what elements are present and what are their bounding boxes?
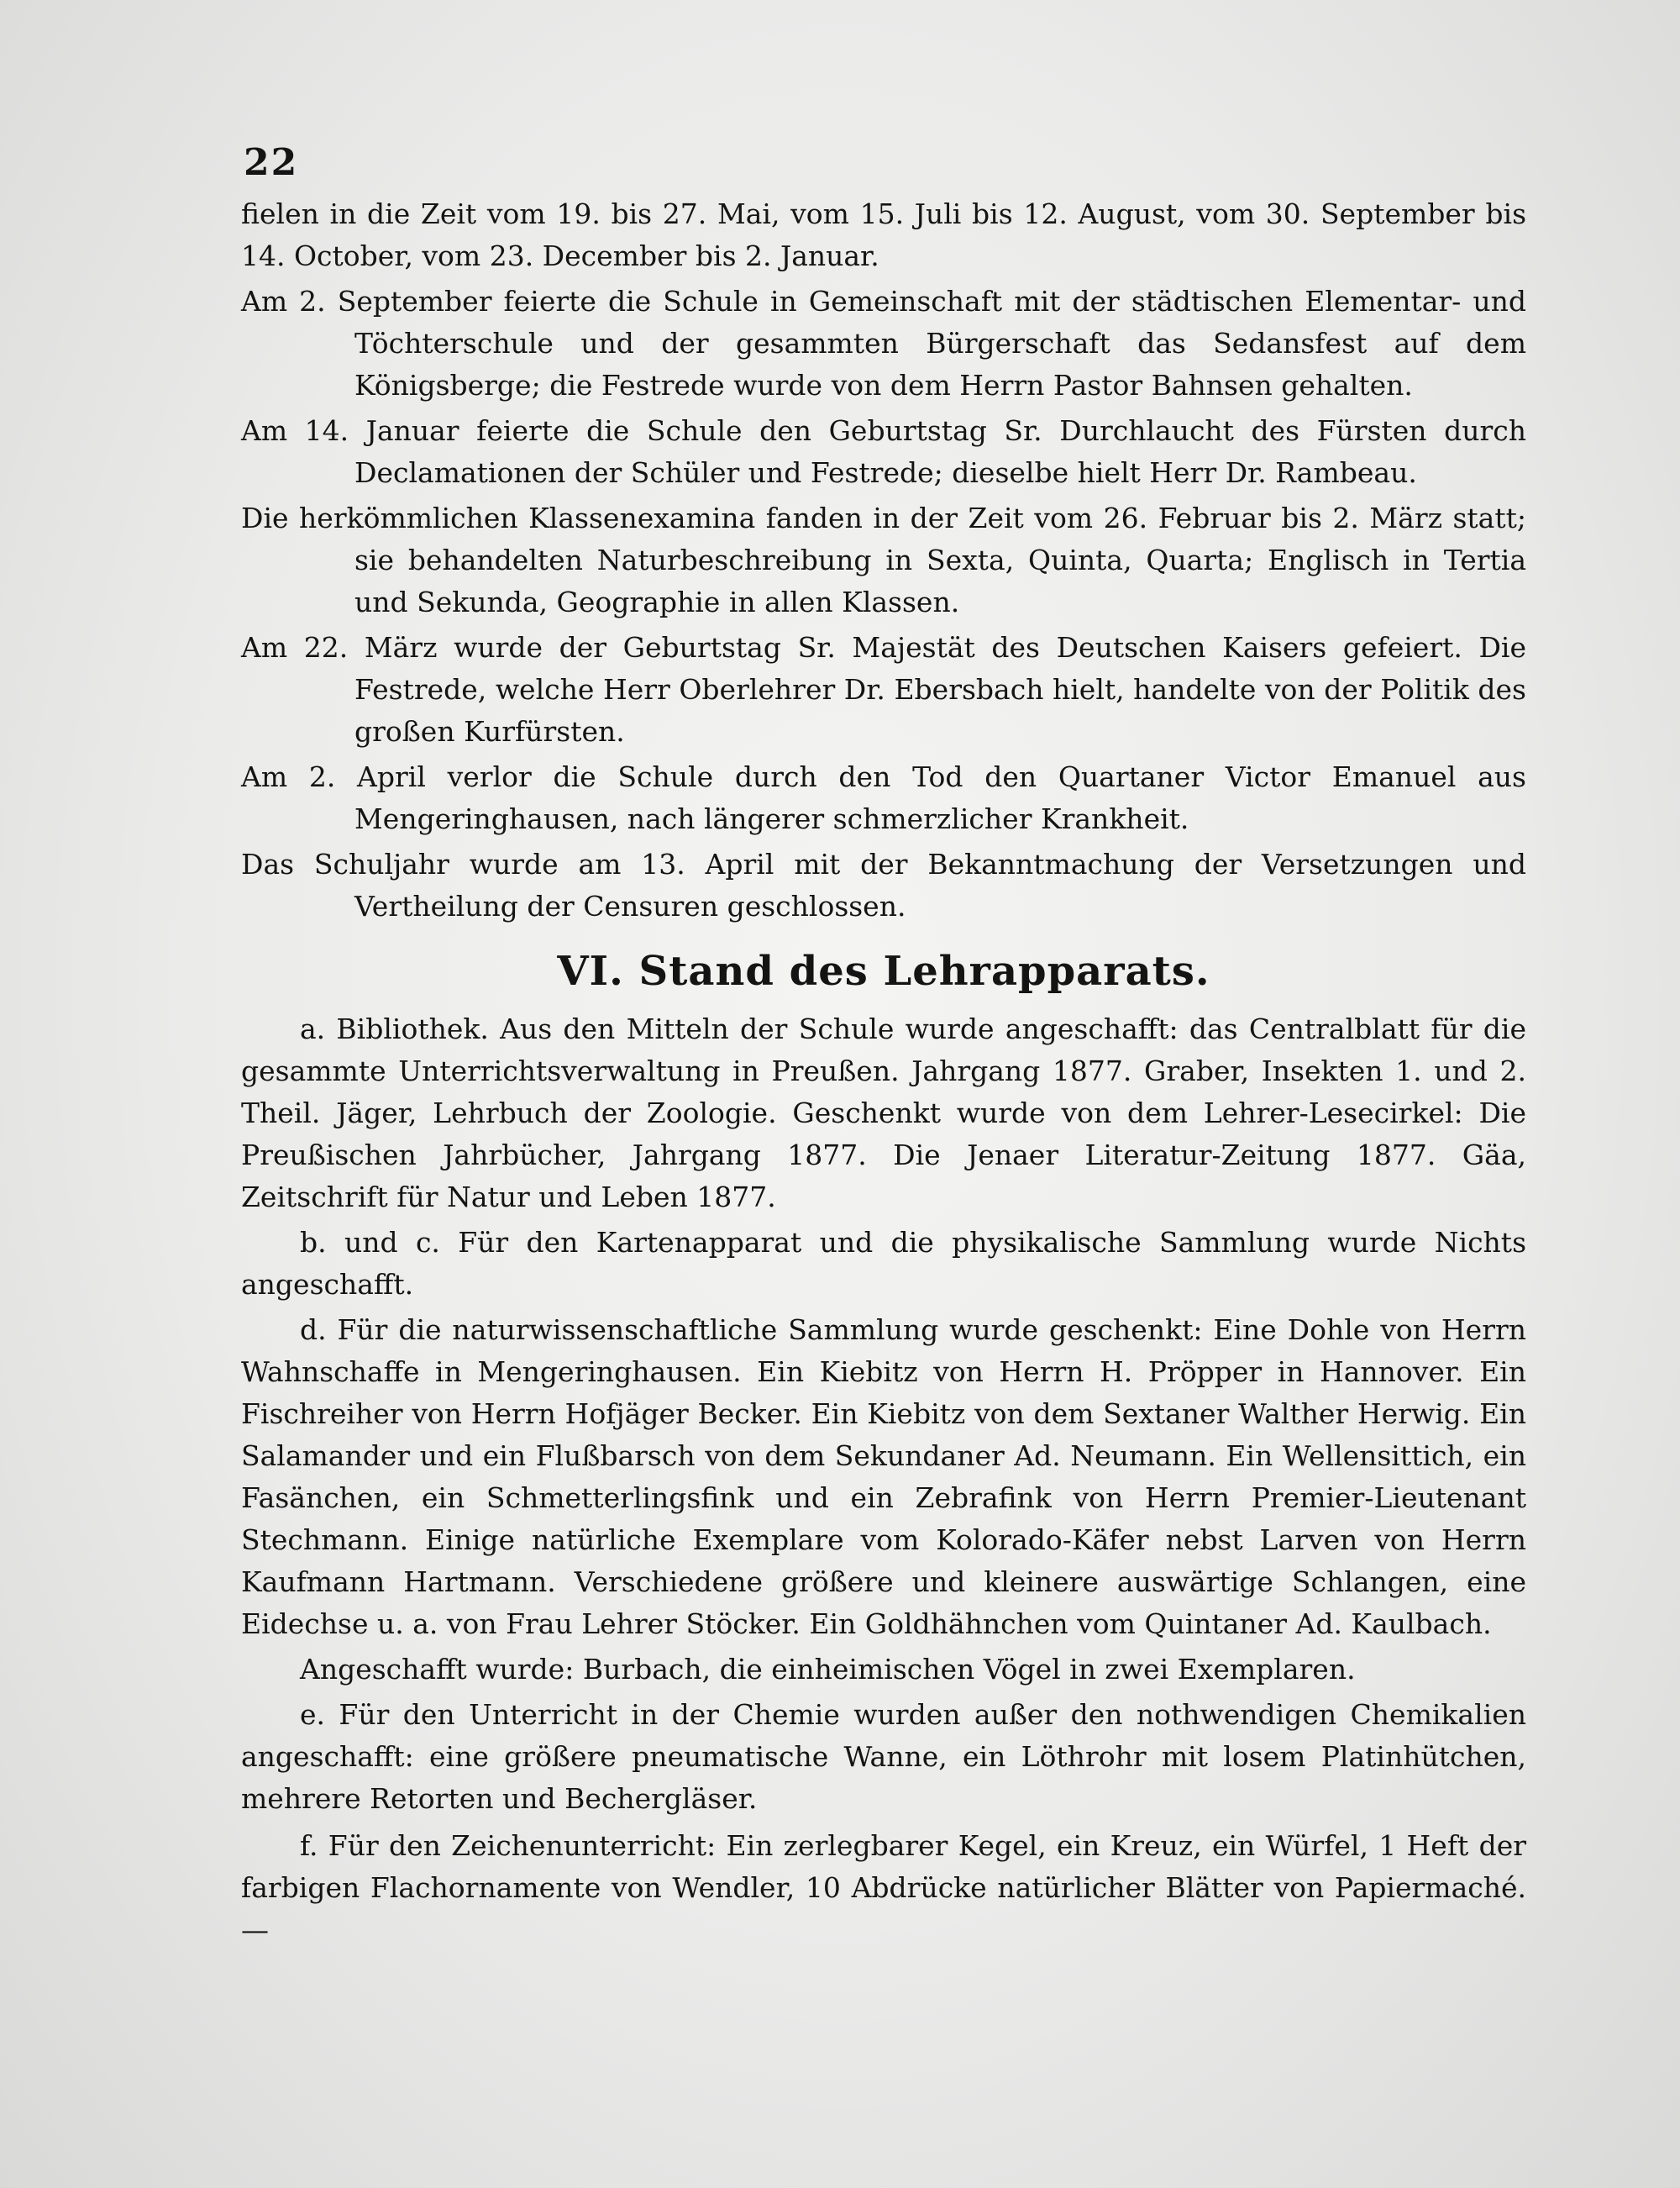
natural-science-purchase: Angeschafft wurde: Burbach, die einheimischen Vögel in zwei Exemplaren. bbox=[300, 1653, 1356, 1686]
section-heading: VI. Stand des Lehrapparats. bbox=[557, 948, 1210, 995]
drawing-paragraph: f. Für den Zeichenunterricht: Ein zerlegbarer Kegel, ein Kreuz, ein Würfel, 1 Heft der farbigen Flachornamente von Wendler, 10 Abdrücke natürlicher Blätter von Papiermaché. — bbox=[241, 1829, 1526, 1946]
chronicle-kaiser-birthday: Am 22. März wurde der Geburtstag Sr. Majestät des Deutschen Kaisers gefeiert. Die Festrede, welche Herr Oberlehrer Dr. Ebersbach hielt, handelte von der Politik des großen Kurfürsten. bbox=[241, 631, 1526, 748]
natural-science-paragraph: d. Für die naturwissenschaftliche Sammlung wurde geschenkt: Eine Dohle von Herrn Wahnschaffe in Mengeringhausen. Ein Kiebitz von Herrn H. Pröpper in Hannover. Ein Fischreiher von Herrn Hofjäger Becker. Ein Kiebitz von dem Sextaner Walther Herwig. Ein Salamander und ein Flußbarsch von dem Sekundaner Ad. Neumann. Ein Wellensittich, ein Fasänchen, ein Schmetterlingsfink und ein Zebrafink von Herrn Premier-Lieutenant Stechmann. Einige natürliche Exemplare vom Kolorado-Käfer nebst Larven von Herrn Kaufmann Hartmann. Verschiedene größere und kleinere auswärtige Schlangen, eine Eidechse u. a. von Frau Lehrer Stöcker. Ein Goldhähnchen vom Quintaner Ad. Kaulbach. bbox=[241, 1313, 1526, 1640]
page-number: 22 bbox=[244, 141, 299, 184]
page-body bbox=[241, 193, 1526, 1954]
maps-physics-paragraph: b. und c. Für den Kartenapparat und die physikalische Sammlung wurde Nichts angeschafft. bbox=[241, 1226, 1526, 1301]
chronicle-class-examinations: Die herkömmlichen Klassenexamina fanden in der Zeit vom 26. Februar bis 2. März statt; sie behandelten Naturbeschreibung in Sexta, Quinta, Quarta; Englisch in Tertia und Sekunda, Geographie in allen Klassen. bbox=[241, 502, 1526, 618]
library-paragraph: a. Bibliothek. Aus den Mitteln der Schule wurde angeschafft: das Centralblatt für die gesammte Unterrichtsverwaltung in Preußen. Jahrgang 1877. Graber, Insekten 1. und 2. Theil. Jäger, Lehrbuch der Zoologie. Geschenkt wurde von dem Lehrer-Lesecirkel: Die Preußischen Jahrbücher, Jahrgang 1877. Die Jenaer Literatur-Zeitung 1877. Gäa, Zeitschrift für Natur und Leben 1877. bbox=[241, 1012, 1526, 1213]
chronicle-year-end: Das Schuljahr wurde am 13. April mit der Bekanntmachung der Versetzungen und Vertheilung der Censuren geschlossen. bbox=[241, 848, 1526, 923]
chronicle-prince-birthday: Am 14. Januar feierte die Schule den Geburtstag Sr. Durchlaucht des Fürsten durch Declamationen der Schüler und Festrede; dieselbe hielt Herr Dr. Rambeau. bbox=[241, 414, 1526, 489]
chronicle-sedansfest: Am 2. September feierte die Schule in Gemeinschaft mit der städtischen Elementar- und Töchterschule und der gesammten Bürgerschaft das Sedansfest auf dem Königsberge; die Festrede wurde von dem Herrn Pastor Bahnsen gehalten. bbox=[241, 285, 1526, 402]
chronicle-student-death: Am 2. April verlor die Schule durch den Tod den Quartaner Victor Emanuel aus Mengeringhausen, nach längerer schmerzlicher Krankheit. bbox=[241, 760, 1526, 835]
chronicle-vacation-dates: fielen in die Zeit vom 19. bis 27. Mai, vom 15. Juli bis 12. August, vom 30. September bis 14. October, vom 23. December bis 2. Januar. bbox=[241, 197, 1526, 272]
chemistry-paragraph: e. Für den Unterricht in der Chemie wurden außer den nothwendigen Chemikalien angeschafft: eine größere pneumatische Wanne, ein Löthrohr mit losem Platinhütchen, mehrere Retorten und Bechergläser. bbox=[241, 1698, 1526, 1815]
